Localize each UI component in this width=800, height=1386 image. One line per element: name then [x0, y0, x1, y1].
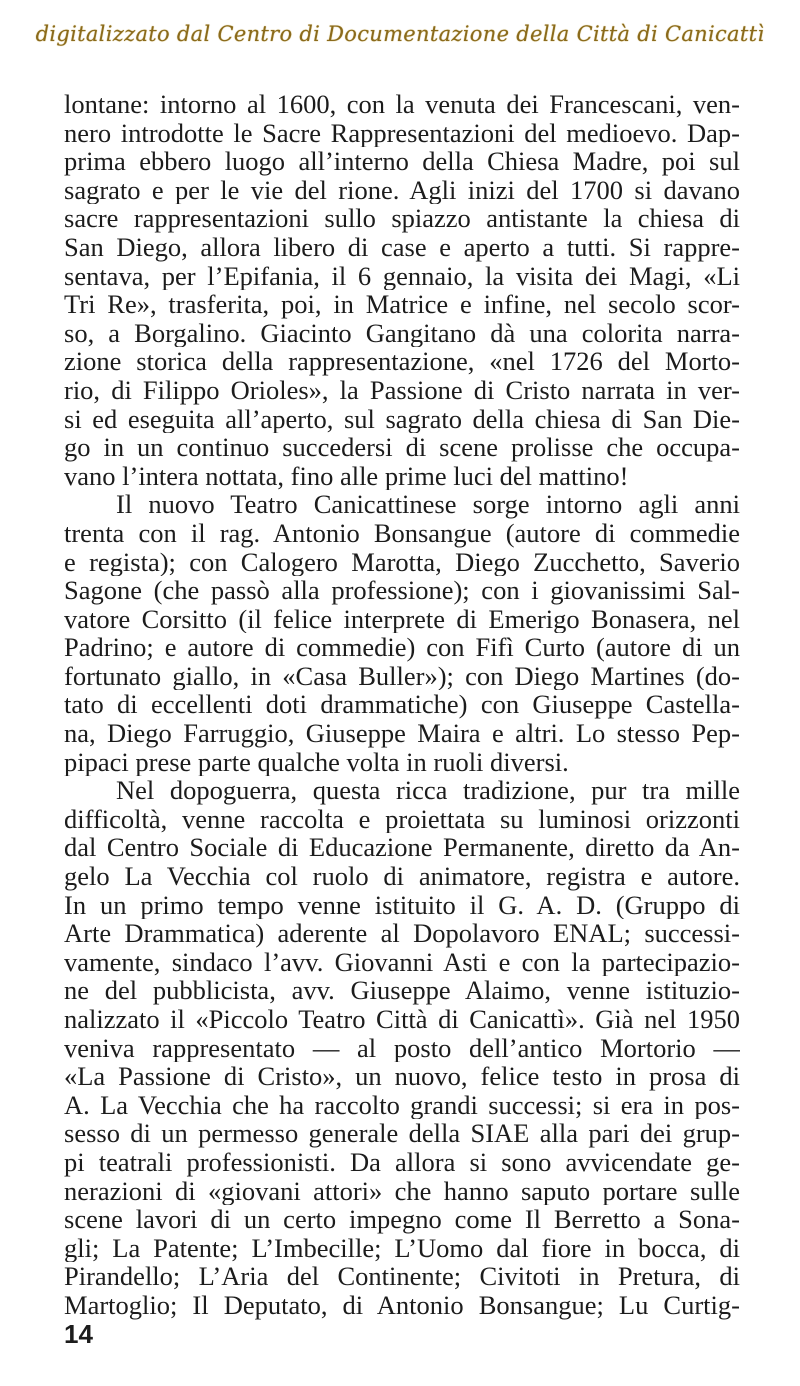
text-line: scene lavori di un certo impegno come Il Berretto a Sona- [64, 1205, 740, 1234]
text-line: si ed eseguita all’aperto, sul sagrato della chiesa di San Die- [64, 404, 740, 434]
text-line: pi teatrali professionisti. Da allora si sono avvicendate ge- [64, 1147, 740, 1177]
text-line: zione storica della rappresentazione, «nel 1726 del Morto- [64, 347, 740, 376]
body-text [64, 90, 740, 1320]
text-line: sentava, per l’Epifania, il 6 gennaio, la visita dei Magi, «Li [64, 261, 740, 291]
text-line: dal Centro Sociale di Educazione Permanente, diretto da An- [64, 833, 740, 863]
text-line: go in un continuo succedersi di scene prolisse che occupa- [64, 433, 740, 462]
text-line: e regista); con Calogero Marotta, Diego Zucchetto, Saverio [64, 547, 740, 577]
text-line: veniva rappresentato — al posto dell’antico Mortorio — [64, 1033, 740, 1063]
text-line: vamente, sindaco l’avv. Giovanni Asti e con la partecipazio- [64, 947, 740, 977]
watermark: digitalizzato dal Centro di Documentazione della Città di Canicattì [35, 22, 765, 46]
text-line: difficoltà, venne raccolta e proiettata su luminosi orizzonti [64, 804, 740, 834]
text-line: Arte Drammatica) aderente al Dopolavoro ENAL; successi- [64, 919, 740, 948]
text-line: fortunato giallo, in «Casa Buller»); con Diego Martines (do- [64, 661, 740, 691]
text-line: nero introdotte le Sacre Rappresentazioni del medioevo. Dap- [64, 118, 740, 148]
text-line: Tri Re», trasferita, poi, in Matrice e infine, nel secolo scor- [64, 290, 740, 319]
text-line: Nel dopoguerra, questa ricca tradizione, pur tra mille [116, 776, 740, 805]
paragraph [64, 90, 740, 490]
text-line: Sagone (che passò alla professione); con i giovanissimi Sal- [64, 576, 740, 605]
page-number: 14 [64, 1319, 93, 1349]
text-line: nalizzato il «Piccolo Teatro Città di Canicattì». Già nel 1950 [64, 1005, 740, 1034]
text-line: In un primo tempo venne istituito il G. A. D. (Gruppo di [64, 890, 740, 920]
text-line: San Diego, allora libero di case e aperto a tutti. Si rappre- [64, 232, 740, 262]
paragraph [64, 776, 740, 1319]
text-line: prima ebbero luogo all’interno della Chiesa Madre, poi sul [64, 147, 740, 176]
text-line: gelo La Vecchia col ruolo di animatore, registra e autore. [64, 862, 740, 891]
text-line: sesso di un permesso generale della SIAE alla pari dei grup- [64, 1119, 740, 1148]
text-line: na, Diego Farruggio, Giuseppe Maira e altri. Lo stesso Pep- [64, 719, 740, 748]
text-line: lontane: intorno al 1600, con la venuta dei Francescani, ven- [64, 90, 740, 119]
text-line: nerazioni di «giovani attori» che hanno saputo portare sulle [64, 1176, 740, 1206]
text-line: gli; La Patente; L’Imbecille; L’Uomo dal fiore in bocca, di [64, 1233, 740, 1263]
text-line: A. La Vecchia che ha raccolto grandi successi; si era in pos- [64, 1090, 740, 1120]
text-line: vatore Corsitto (il felice interprete di Emerigo Bonasera, nel [64, 604, 740, 634]
text-line: Martoglio; Il Deputato, di Antonio Bonsangue; Lu Curtig- [64, 1290, 740, 1320]
text-line: vano l’intera nottata, fino alle prime luci del mattino! [64, 461, 629, 491]
text-line: pipaci prese parte qualche volta in ruoli diversi. [64, 747, 569, 777]
text-line: so, a Borgalino. Giacinto Gangitano dà una colorita narra- [64, 318, 740, 348]
text-line: sacre rappresentazioni sullo spiazzo antistante la chiesa di [64, 204, 740, 233]
text-line: Padrino; e autore di commedie) con Fifì Curto (autore di un [64, 633, 740, 662]
text-line: Il nuovo Teatro Canicattinese sorge intorno agli anni [116, 490, 740, 519]
text-line: trenta con il rag. Antonio Bonsangue (autore di commedie [64, 518, 740, 548]
text-line: sagrato e per le vie del rione. Agli inizi del 1700 si davano [64, 175, 740, 205]
text-line: ne del pubblicista, avv. Giuseppe Alaimo, venne istituzio- [64, 976, 740, 1005]
paragraph [64, 490, 740, 776]
text-line: tato di eccellenti doti drammatiche) con Giuseppe Castella- [64, 690, 740, 720]
text-line: rio, di Filippo Orioles», la Passione di Cristo narrata in ver- [64, 375, 740, 405]
text-line: Pirandello; L’Aria del Continente; Civitoti in Pretura, di [64, 1262, 740, 1291]
text-line: «La Passione di Cristo», un nuovo, felice testo in prosa di [64, 1062, 740, 1091]
